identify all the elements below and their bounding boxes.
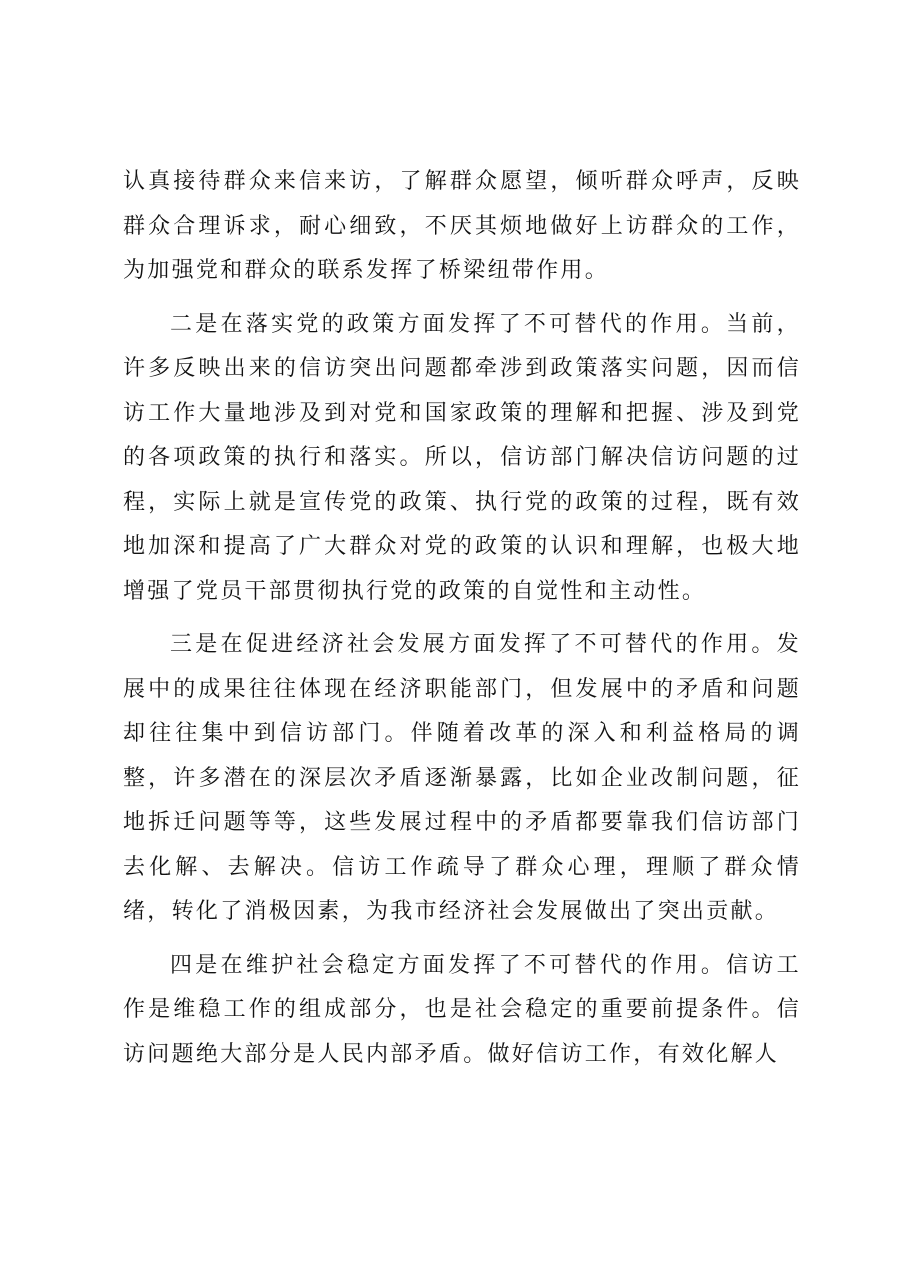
paragraph-policy-implementation: 二是在落实党的政策方面发挥了不可替代的作用。当前，许多反映出来的信访突出问题都牵涉到政策落实问题，因而信访工作大量地涉及到对党和国家政策的理解和把握、涉及到党的各项政策的执行和落实。所以，信访部门解决信访问题的过程，实际上就是宣传党的政策、执行党的政策的过程，既有效地加深和提高了广大群众对党的政策的认识和理解，也极大地增强了党员干部贯彻执行党的政策的自觉性和主动性。 <box>123 311 801 604</box>
document-body <box>123 160 801 1086</box>
paragraph-social-stability: 四是在维护社会稳定方面发挥了不可替代的作用。信访工作是维稳工作的组成部分，也是社会稳定的重要前提条件。信访问题绝大部分是人民内部矛盾。做好信访工作，有效化解人 <box>123 952 801 1067</box>
paragraph-economic-development: 三是在促进经济社会发展方面发挥了不可替代的作用。发展中的成果往往体现在经济职能部门，但发展中的矛盾和问题却往往集中到信访部门。伴随着改革的深入和利益格局的调整，许多潜在的深层次矛盾逐渐暴露，比如企业改制问题，征地拆迁问题等等，这些发展过程中的矛盾都要靠我们信访部门去化解、去解决。信访工作疏导了群众心理，理顺了群众情绪，转化了消极因素，为我市经济社会发展做出了突出贡献。 <box>123 632 801 924</box>
paragraph-continuation: 认真接待群众来信来访，了解群众愿望，倾听群众呼声，反映群众合理诉求，耐心细致，不厌其烦地做好上访群众的工作，为加强党和群众的联系发挥了桥梁纽带作用。 <box>123 169 801 283</box>
